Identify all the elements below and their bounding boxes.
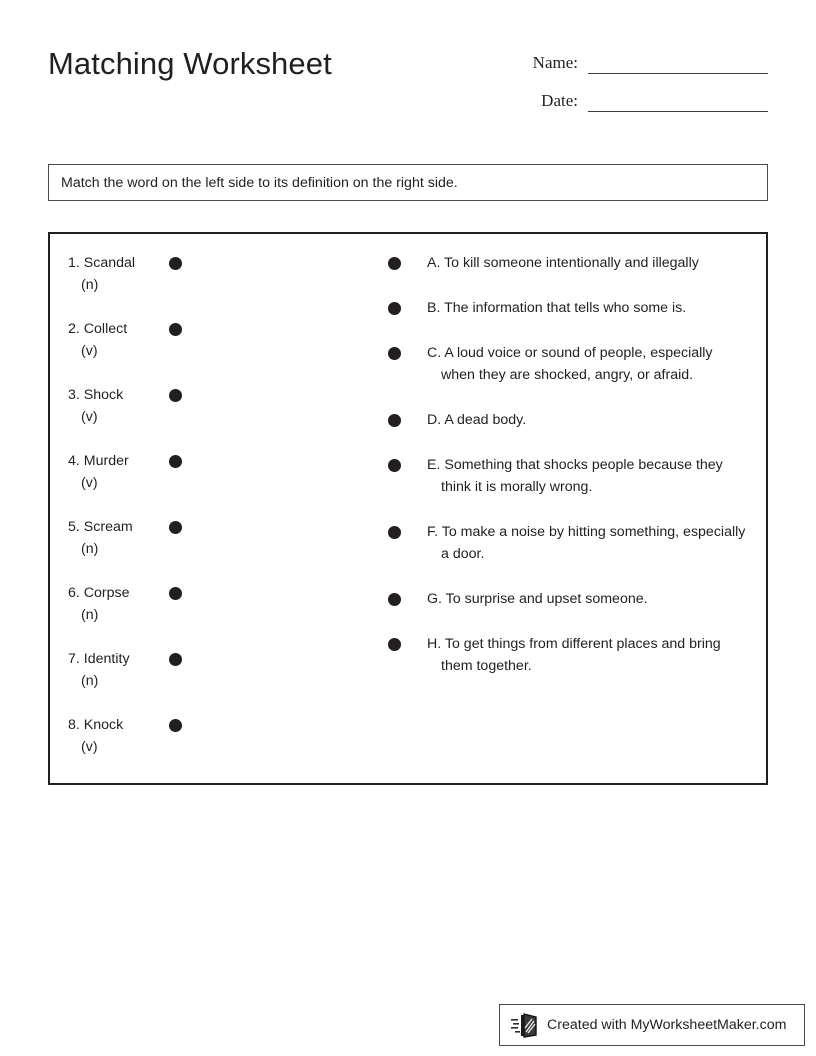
term-row	[68, 516, 218, 582]
matching-exercise-box	[48, 232, 768, 785]
definition-row	[388, 297, 748, 319]
definition-row	[388, 454, 748, 498]
date-label: Date:	[541, 91, 578, 110]
term-number: 5.	[68, 519, 80, 535]
term-match-dot[interactable]	[169, 389, 182, 402]
definition-letter: C.	[427, 345, 442, 361]
term-match-dot[interactable]	[169, 653, 182, 666]
worksheet-maker-logo-icon	[511, 1012, 541, 1038]
definition-text	[427, 588, 748, 610]
term-part-of-speech: (n)	[81, 607, 99, 623]
date-input-line[interactable]	[588, 111, 768, 112]
term-part-of-speech: (v)	[81, 739, 98, 755]
definition-match-dot[interactable]	[388, 257, 401, 270]
term-match-dot[interactable]	[169, 587, 182, 600]
definition-match-dot[interactable]	[388, 638, 401, 651]
definition-row	[388, 521, 748, 565]
definition-letter: F.	[427, 524, 439, 540]
term-word: Identity	[83, 651, 130, 667]
term-match-dot[interactable]	[169, 521, 182, 534]
definition-text	[427, 409, 748, 431]
definition-row	[388, 342, 748, 386]
term-label	[68, 318, 172, 362]
definition-row	[388, 252, 748, 274]
term-label	[68, 450, 172, 494]
definition-letter: G.	[427, 591, 442, 607]
term-part-of-speech: (n)	[81, 277, 99, 293]
definition-text	[427, 521, 748, 565]
term-label	[68, 252, 172, 296]
term-label	[68, 714, 172, 758]
term-number: 7.	[68, 651, 80, 667]
definition-row	[388, 588, 748, 610]
page-title: Matching Worksheet	[48, 46, 332, 81]
definition-match-dot[interactable]	[388, 414, 401, 427]
definition-text	[427, 297, 748, 319]
definitions-column	[388, 252, 748, 700]
term-word: Collect	[83, 321, 128, 337]
term-word: Knock	[83, 717, 124, 733]
term-number: 3.	[68, 387, 80, 403]
name-field-row	[512, 52, 768, 78]
footer-attribution-text: Created with MyWorksheetMaker.com	[547, 1017, 787, 1033]
instructions-text: Match the word on the left side to its definition on the right side.	[61, 174, 458, 191]
term-row	[68, 714, 218, 780]
term-row	[68, 648, 218, 714]
term-word: Corpse	[83, 585, 130, 601]
definition-body: Something that shocks people because they think it is morally wrong.	[441, 457, 723, 495]
name-input-line[interactable]	[588, 73, 768, 74]
term-word: Shock	[83, 387, 124, 403]
definition-text	[427, 454, 748, 498]
definition-row	[388, 633, 748, 677]
definition-letter: A.	[427, 255, 441, 271]
term-number: 4.	[68, 453, 80, 469]
definition-text	[427, 633, 748, 677]
definition-body: A loud voice or sound of people, especially when they are shocked, angry, or afraid.	[441, 345, 713, 383]
term-match-dot[interactable]	[169, 257, 182, 270]
term-label	[68, 582, 172, 626]
term-number: 1.	[68, 255, 80, 271]
name-label: Name:	[532, 53, 578, 72]
term-row	[68, 252, 218, 318]
definition-row	[388, 409, 748, 431]
term-label	[68, 516, 172, 560]
footer-attribution-badge[interactable]	[499, 1004, 805, 1046]
term-word: Murder	[83, 453, 129, 469]
term-label	[68, 648, 172, 692]
term-part-of-speech: (v)	[81, 475, 98, 491]
term-row	[68, 450, 218, 516]
instructions-box	[48, 164, 768, 201]
date-field-row	[512, 90, 768, 116]
definition-text	[427, 342, 748, 386]
definition-match-dot[interactable]	[388, 526, 401, 539]
term-number: 8.	[68, 717, 80, 733]
term-number: 6.	[68, 585, 80, 601]
definition-match-dot[interactable]	[388, 347, 401, 360]
definition-body: To kill someone intentionally and illegally	[444, 255, 699, 271]
term-part-of-speech: (n)	[81, 673, 99, 689]
definition-letter: H.	[427, 636, 442, 652]
term-word: Scandal	[83, 255, 136, 271]
term-part-of-speech: (n)	[81, 541, 99, 557]
definition-match-dot[interactable]	[388, 459, 401, 472]
definition-body: A dead body.	[444, 412, 527, 428]
term-part-of-speech: (v)	[81, 343, 98, 359]
definition-letter: D.	[427, 412, 442, 428]
definition-match-dot[interactable]	[388, 593, 401, 606]
term-row	[68, 384, 218, 450]
definition-body: The information that tells who some is.	[444, 300, 687, 316]
term-match-dot[interactable]	[169, 455, 182, 468]
definition-letter: B.	[427, 300, 441, 316]
term-row	[68, 318, 218, 384]
term-number: 2.	[68, 321, 80, 337]
definition-body: To get things from different places and bring them together.	[441, 636, 721, 674]
definition-letter: E.	[427, 457, 441, 473]
definition-body: To surprise and upset someone.	[445, 591, 648, 607]
term-part-of-speech: (v)	[81, 409, 98, 425]
term-label	[68, 384, 172, 428]
term-row	[68, 582, 218, 648]
worksheet-header	[0, 44, 816, 124]
terms-column	[68, 252, 218, 780]
definition-match-dot[interactable]	[388, 302, 401, 315]
definition-body: To make a noise by hitting something, especially a door.	[441, 524, 746, 562]
term-match-dot[interactable]	[169, 719, 182, 732]
term-word: Scream	[83, 519, 133, 535]
term-match-dot[interactable]	[169, 323, 182, 336]
definition-text	[427, 252, 748, 274]
